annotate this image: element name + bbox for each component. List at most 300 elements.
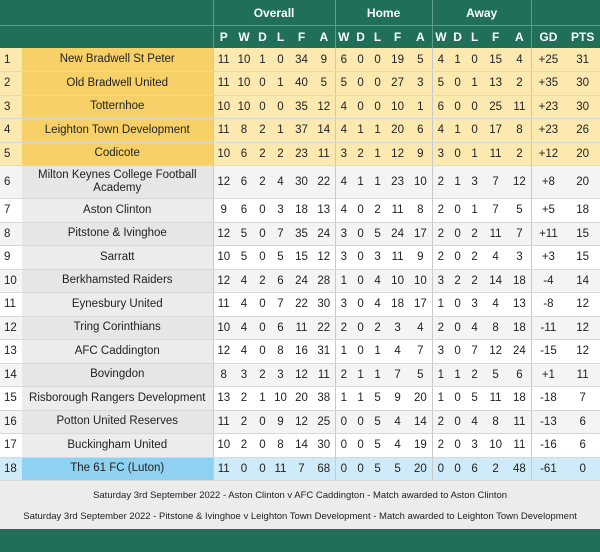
table-row: [0, 95, 600, 119]
played-cell: 10: [213, 434, 234, 458]
away-lost-cell: 3: [466, 166, 483, 199]
away-against-cell: 24: [508, 340, 531, 364]
table-row: [0, 316, 600, 340]
home-drawn-cell: 0: [352, 410, 369, 434]
table-row: [0, 434, 600, 458]
home-for-cell: 19: [386, 48, 409, 72]
away-for-cell: 7: [483, 199, 508, 223]
away-won-cell: 2: [432, 166, 449, 199]
drawn-cell: 0: [254, 457, 271, 481]
home-lost-cell: 1: [369, 363, 386, 387]
home-lost-cell: 1: [369, 166, 386, 199]
note-row: [0, 481, 600, 506]
won-cell: 10: [234, 72, 254, 96]
column-header: L: [369, 26, 386, 49]
table-row: [0, 246, 600, 270]
goals-against-cell: 38: [313, 387, 335, 411]
away-lost-cell: 4: [466, 410, 483, 434]
won-cell: 6: [234, 142, 254, 166]
goals-for-cell: 15: [290, 246, 313, 270]
away-drawn-cell: 2: [449, 269, 466, 293]
home-drawn-cell: 1: [352, 166, 369, 199]
away-drawn-cell: 0: [449, 457, 466, 481]
table-row: [0, 142, 600, 166]
home-drawn-cell: 0: [352, 269, 369, 293]
goal-difference-cell: +1: [531, 363, 565, 387]
team-name-cell: Potton United Reserves: [22, 410, 213, 434]
away-lost-cell: 4: [466, 316, 483, 340]
away-lost-cell: 5: [466, 387, 483, 411]
home-won-cell: 6: [335, 48, 352, 72]
home-won-cell: 3: [335, 246, 352, 270]
column-header: D: [449, 26, 466, 49]
away-against-cell: 13: [508, 293, 531, 317]
drawn-cell: 0: [254, 410, 271, 434]
home-drawn-cell: 0: [352, 95, 369, 119]
position-cell: 18: [0, 457, 22, 481]
away-won-cell: 4: [432, 48, 449, 72]
home-lost-cell: 5: [369, 222, 386, 246]
goal-difference-cell: +25: [531, 48, 565, 72]
played-cell: 11: [213, 293, 234, 317]
won-cell: 2: [234, 387, 254, 411]
points-cell: 0: [565, 457, 600, 481]
away-for-cell: 11: [483, 387, 508, 411]
home-for-cell: 9: [386, 387, 409, 411]
played-cell: 13: [213, 387, 234, 411]
away-for-cell: 8: [483, 410, 508, 434]
position-cell: 8: [0, 222, 22, 246]
away-drawn-cell: 1: [449, 363, 466, 387]
home-won-cell: 3: [335, 222, 352, 246]
team-name-cell: New Bradwell St Peter: [22, 48, 213, 72]
table-header: [0, 0, 600, 48]
lost-cell: 9: [271, 410, 290, 434]
drawn-cell: 0: [254, 72, 271, 96]
position-cell: 9: [0, 246, 22, 270]
lost-cell: 4: [271, 166, 290, 199]
team-name-cell: Berkhamsted Raiders: [22, 269, 213, 293]
points-cell: 15: [565, 222, 600, 246]
goals-for-cell: 23: [290, 142, 313, 166]
home-for-cell: 18: [386, 293, 409, 317]
away-won-cell: 2: [432, 434, 449, 458]
points-cell: 20: [565, 142, 600, 166]
home-won-cell: 4: [335, 199, 352, 223]
home-for-cell: 4: [386, 434, 409, 458]
away-against-cell: 18: [508, 316, 531, 340]
goals-for-cell: 30: [290, 166, 313, 199]
away-against-cell: 6: [508, 363, 531, 387]
home-won-cell: 4: [335, 95, 352, 119]
home-against-cell: 20: [409, 387, 432, 411]
goals-against-cell: 14: [313, 119, 335, 143]
away-drawn-cell: 0: [449, 293, 466, 317]
home-won-cell: 1: [335, 387, 352, 411]
played-cell: 12: [213, 269, 234, 293]
goal-difference-cell: +3: [531, 246, 565, 270]
drawn-cell: 2: [254, 119, 271, 143]
position-cell: 10: [0, 269, 22, 293]
home-for-cell: 10: [386, 95, 409, 119]
away-for-cell: 4: [483, 246, 508, 270]
home-won-cell: 0: [335, 410, 352, 434]
team-name-cell: Codicote: [22, 142, 213, 166]
home-for-cell: 4: [386, 410, 409, 434]
table-row: [0, 269, 600, 293]
goal-difference-cell: +23: [531, 119, 565, 143]
goals-against-cell: 28: [313, 269, 335, 293]
goals-for-cell: 14: [290, 434, 313, 458]
away-for-cell: 11: [483, 222, 508, 246]
away-lost-cell: 3: [466, 293, 483, 317]
played-cell: 10: [213, 316, 234, 340]
team-name-cell: Totternhoe: [22, 95, 213, 119]
home-lost-cell: 5: [369, 410, 386, 434]
position-cell: 2: [0, 72, 22, 96]
away-against-cell: 5: [508, 199, 531, 223]
points-cell: 20: [565, 166, 600, 199]
goals-against-cell: 24: [313, 222, 335, 246]
goals-against-cell: 22: [313, 316, 335, 340]
away-against-cell: 11: [508, 95, 531, 119]
home-against-cell: 20: [409, 457, 432, 481]
team-name-cell: Aston Clinton: [22, 199, 213, 223]
away-for-cell: 11: [483, 142, 508, 166]
table-row: [0, 410, 600, 434]
goals-against-cell: 31: [313, 340, 335, 364]
away-against-cell: 7: [508, 222, 531, 246]
position-cell: 14: [0, 363, 22, 387]
away-lost-cell: 3: [466, 434, 483, 458]
home-for-cell: 3: [386, 316, 409, 340]
points-cell: 14: [565, 269, 600, 293]
home-drawn-cell: 1: [352, 387, 369, 411]
away-lost-cell: 0: [466, 48, 483, 72]
home-lost-cell: 2: [369, 316, 386, 340]
home-lost-cell: 5: [369, 457, 386, 481]
away-won-cell: 5: [432, 72, 449, 96]
away-lost-cell: 0: [466, 95, 483, 119]
team-name-cell: AFC Caddington: [22, 340, 213, 364]
away-won-cell: 3: [432, 340, 449, 364]
group-overall: Overall: [213, 0, 335, 26]
points-cell: 30: [565, 72, 600, 96]
away-lost-cell: 2: [466, 363, 483, 387]
home-for-cell: 11: [386, 199, 409, 223]
header-spacer-right: [531, 0, 600, 26]
lost-cell: 5: [271, 246, 290, 270]
away-against-cell: 18: [508, 387, 531, 411]
home-against-cell: 14: [409, 410, 432, 434]
column-header: W: [234, 26, 254, 49]
match-note: Saturday 3rd September 2022 - Aston Clinton v AFC Caddington - Match awarded to Aston Clinton: [0, 481, 600, 506]
won-cell: 0: [234, 457, 254, 481]
away-for-cell: 15: [483, 48, 508, 72]
away-against-cell: 48: [508, 457, 531, 481]
position-cell: 4: [0, 119, 22, 143]
home-drawn-cell: 0: [352, 340, 369, 364]
goals-against-cell: 9: [313, 48, 335, 72]
lost-cell: 7: [271, 222, 290, 246]
lost-cell: 0: [271, 95, 290, 119]
column-header: F: [483, 26, 508, 49]
away-won-cell: 4: [432, 119, 449, 143]
goals-for-cell: 34: [290, 48, 313, 72]
goals-against-cell: 12: [313, 246, 335, 270]
away-won-cell: 2: [432, 246, 449, 270]
won-cell: 6: [234, 199, 254, 223]
column-header: W: [335, 26, 352, 49]
home-won-cell: 5: [335, 72, 352, 96]
position-cell: 5: [0, 142, 22, 166]
points-cell: 15: [565, 246, 600, 270]
table-row: [0, 340, 600, 364]
home-against-cell: 9: [409, 142, 432, 166]
goals-for-cell: 20: [290, 387, 313, 411]
team-name-cell: Old Bradwell United: [22, 72, 213, 96]
table-row: [0, 457, 600, 481]
points-cell: 26: [565, 119, 600, 143]
home-against-cell: 7: [409, 340, 432, 364]
goals-for-cell: 35: [290, 95, 313, 119]
team-name-cell: Leighton Town Development: [22, 119, 213, 143]
away-won-cell: 2: [432, 222, 449, 246]
goal-difference-cell: +11: [531, 222, 565, 246]
home-against-cell: 19: [409, 434, 432, 458]
team-name-cell: Pitstone & Ivinghoe: [22, 222, 213, 246]
goals-for-cell: 18: [290, 199, 313, 223]
header-spacer: [0, 0, 213, 26]
home-drawn-cell: 0: [352, 316, 369, 340]
away-won-cell: 2: [432, 316, 449, 340]
away-for-cell: 13: [483, 72, 508, 96]
home-drawn-cell: 0: [352, 222, 369, 246]
home-won-cell: 0: [335, 434, 352, 458]
home-lost-cell: 4: [369, 293, 386, 317]
goals-for-cell: 22: [290, 293, 313, 317]
home-lost-cell: 1: [369, 340, 386, 364]
played-cell: 10: [213, 246, 234, 270]
position-cell: 3: [0, 95, 22, 119]
points-cell: 12: [565, 340, 600, 364]
away-for-cell: 2: [483, 457, 508, 481]
away-lost-cell: 1: [466, 142, 483, 166]
position-cell: 12: [0, 316, 22, 340]
points-cell: 31: [565, 48, 600, 72]
lost-cell: 7: [271, 293, 290, 317]
drawn-cell: 2: [254, 142, 271, 166]
won-cell: 5: [234, 246, 254, 270]
table-row: [0, 48, 600, 72]
goals-for-cell: 35: [290, 222, 313, 246]
home-lost-cell: 3: [369, 246, 386, 270]
away-for-cell: 12: [483, 340, 508, 364]
column-header-team: [22, 26, 213, 49]
home-drawn-cell: 0: [352, 246, 369, 270]
away-won-cell: 3: [432, 269, 449, 293]
lost-cell: 10: [271, 387, 290, 411]
won-cell: 4: [234, 340, 254, 364]
team-name-cell: Risborough Rangers Development: [22, 387, 213, 411]
away-for-cell: 7: [483, 166, 508, 199]
points-cell: 11: [565, 363, 600, 387]
won-cell: 5: [234, 222, 254, 246]
table-row: [0, 119, 600, 143]
home-drawn-cell: 0: [352, 72, 369, 96]
home-won-cell: 0: [335, 457, 352, 481]
away-lost-cell: 2: [466, 269, 483, 293]
group-away: Away: [432, 0, 531, 26]
goals-against-cell: 13: [313, 199, 335, 223]
goals-against-cell: 22: [313, 166, 335, 199]
home-against-cell: 17: [409, 222, 432, 246]
column-header-pos: [0, 26, 22, 49]
played-cell: 8: [213, 363, 234, 387]
position-cell: 6: [0, 166, 22, 199]
away-for-cell: 5: [483, 363, 508, 387]
goal-difference-cell: +35: [531, 72, 565, 96]
home-for-cell: 12: [386, 142, 409, 166]
home-lost-cell: 5: [369, 434, 386, 458]
home-for-cell: 27: [386, 72, 409, 96]
goal-difference-cell: -13: [531, 410, 565, 434]
played-cell: 10: [213, 142, 234, 166]
played-cell: 11: [213, 72, 234, 96]
home-for-cell: 24: [386, 222, 409, 246]
drawn-cell: 0: [254, 199, 271, 223]
away-drawn-cell: 0: [449, 246, 466, 270]
home-against-cell: 9: [409, 246, 432, 270]
away-lost-cell: 1: [466, 72, 483, 96]
home-lost-cell: 2: [369, 199, 386, 223]
away-lost-cell: 0: [466, 119, 483, 143]
away-against-cell: 12: [508, 166, 531, 199]
won-cell: 4: [234, 269, 254, 293]
goals-against-cell: 12: [313, 95, 335, 119]
away-drawn-cell: 0: [449, 316, 466, 340]
home-lost-cell: 1: [369, 119, 386, 143]
footer-strip: [0, 529, 600, 552]
away-lost-cell: 1: [466, 199, 483, 223]
home-won-cell: 4: [335, 166, 352, 199]
away-won-cell: 6: [432, 95, 449, 119]
column-header: GD: [531, 26, 565, 49]
drawn-cell: 0: [254, 95, 271, 119]
table-footer-bar: [0, 529, 600, 552]
column-header: W: [432, 26, 449, 49]
column-header: D: [254, 26, 271, 49]
away-won-cell: 1: [432, 293, 449, 317]
points-cell: 6: [565, 410, 600, 434]
table-body: [0, 48, 600, 552]
table-row: [0, 387, 600, 411]
goal-difference-cell: -16: [531, 434, 565, 458]
position-cell: 11: [0, 293, 22, 317]
won-cell: 3: [234, 363, 254, 387]
drawn-cell: 0: [254, 316, 271, 340]
column-header: D: [352, 26, 369, 49]
home-lost-cell: 4: [369, 269, 386, 293]
won-cell: 4: [234, 316, 254, 340]
won-cell: 2: [234, 410, 254, 434]
away-against-cell: 11: [508, 410, 531, 434]
away-won-cell: 3: [432, 142, 449, 166]
home-lost-cell: 5: [369, 387, 386, 411]
goals-against-cell: 11: [313, 142, 335, 166]
table-row: [0, 222, 600, 246]
home-drawn-cell: 0: [352, 199, 369, 223]
away-for-cell: 14: [483, 269, 508, 293]
goals-against-cell: 68: [313, 457, 335, 481]
goal-difference-cell: +5: [531, 199, 565, 223]
team-name-cell: Buckingham United: [22, 434, 213, 458]
drawn-cell: 0: [254, 434, 271, 458]
points-cell: 7: [565, 387, 600, 411]
position-cell: 7: [0, 199, 22, 223]
away-for-cell: 4: [483, 293, 508, 317]
column-header: P: [213, 26, 234, 49]
home-against-cell: 6: [409, 119, 432, 143]
goals-against-cell: 25: [313, 410, 335, 434]
away-won-cell: 1: [432, 363, 449, 387]
goal-difference-cell: +12: [531, 142, 565, 166]
lost-cell: 2: [271, 142, 290, 166]
points-cell: 18: [565, 199, 600, 223]
home-drawn-cell: 0: [352, 48, 369, 72]
away-lost-cell: 6: [466, 457, 483, 481]
position-cell: 1: [0, 48, 22, 72]
home-against-cell: 17: [409, 293, 432, 317]
home-for-cell: 11: [386, 246, 409, 270]
away-drawn-cell: 1: [449, 119, 466, 143]
home-drawn-cell: 1: [352, 119, 369, 143]
home-won-cell: 3: [335, 293, 352, 317]
goals-for-cell: 24: [290, 269, 313, 293]
goal-difference-cell: +8: [531, 166, 565, 199]
won-cell: 2: [234, 434, 254, 458]
table-row: [0, 363, 600, 387]
home-against-cell: 10: [409, 166, 432, 199]
away-won-cell: 2: [432, 410, 449, 434]
away-lost-cell: 7: [466, 340, 483, 364]
team-name-cell: Eynesbury United: [22, 293, 213, 317]
won-cell: 6: [234, 166, 254, 199]
goal-difference-cell: -4: [531, 269, 565, 293]
team-name-cell: Sarratt: [22, 246, 213, 270]
lost-cell: 3: [271, 199, 290, 223]
drawn-cell: 0: [254, 246, 271, 270]
home-for-cell: 20: [386, 119, 409, 143]
table-row: [0, 72, 600, 96]
goal-difference-cell: -8: [531, 293, 565, 317]
home-drawn-cell: 0: [352, 293, 369, 317]
lost-cell: 1: [271, 119, 290, 143]
column-header: A: [313, 26, 335, 49]
position-cell: 13: [0, 340, 22, 364]
away-drawn-cell: 0: [449, 410, 466, 434]
points-cell: 12: [565, 293, 600, 317]
goals-against-cell: 11: [313, 363, 335, 387]
column-header: L: [271, 26, 290, 49]
drawn-cell: 2: [254, 166, 271, 199]
column-header: F: [386, 26, 409, 49]
away-drawn-cell: 0: [449, 142, 466, 166]
table-row: [0, 166, 600, 199]
points-cell: 30: [565, 95, 600, 119]
home-for-cell: 10: [386, 269, 409, 293]
goals-against-cell: 30: [313, 293, 335, 317]
